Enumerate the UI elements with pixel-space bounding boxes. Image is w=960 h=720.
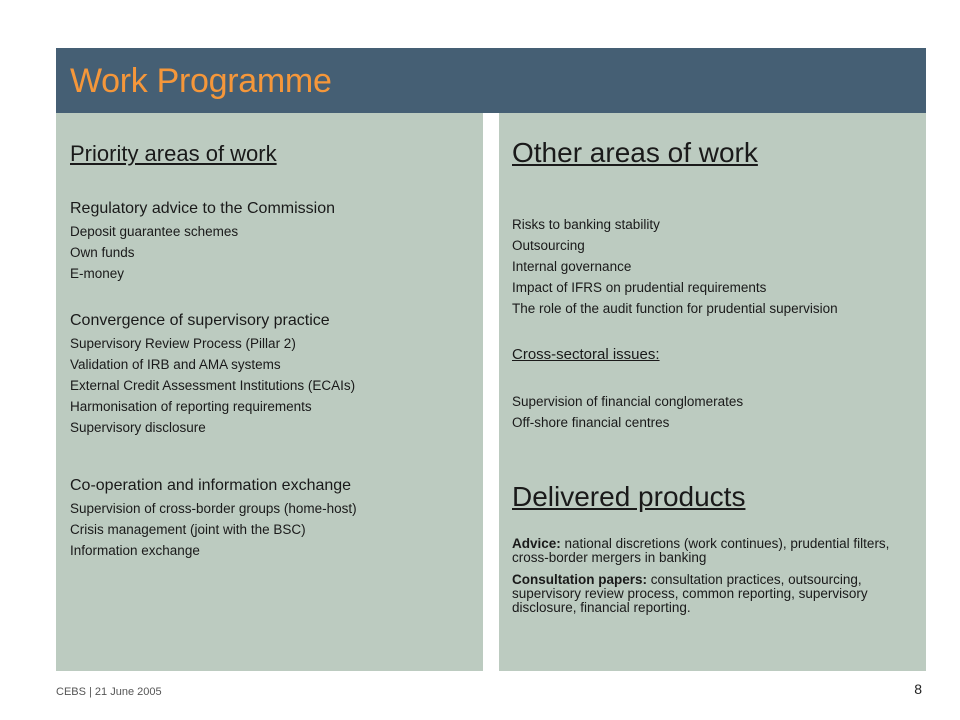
regulatory-list: [70, 221, 238, 284]
page-number: 8: [914, 681, 922, 697]
list-item: External Credit Assessment Institutions (ECAIs): [70, 378, 356, 393]
slide-title: Work Programme: [70, 62, 332, 100]
list-item: Off-shore financial centres: [512, 415, 670, 430]
list-item: Harmonisation of reporting requirements: [70, 399, 312, 414]
list-item: Validation of IRB and AMA systems: [70, 357, 281, 372]
list-item: Impact of IFRS on prudential requirements: [512, 280, 767, 295]
cross-sectoral-heading: Cross-sectoral issues:: [512, 346, 660, 363]
list-item: The role of the audit function for prudential supervision: [512, 301, 838, 316]
list-item: Supervision of cross-border groups (home-host): [70, 501, 357, 516]
cooperation-list: [70, 498, 357, 561]
priority-heading: Priority areas of work: [70, 141, 277, 166]
list-item: Supervisory Review Process (Pillar 2): [70, 336, 296, 351]
right-panel: [499, 113, 926, 671]
cross-sectoral-list: [512, 391, 743, 433]
list-item: Crisis management (joint with the BSC): [70, 522, 306, 537]
list-item: Deposit guarantee schemes: [70, 224, 239, 239]
section-heading-convergence: Convergence of supervisory practice: [70, 312, 330, 329]
section-heading-cooperation: Co-operation and information exchange: [70, 477, 352, 494]
section-heading-regulatory: Regulatory advice to the Commission: [70, 200, 336, 217]
list-item: Internal governance: [512, 259, 632, 274]
title-bar: [56, 48, 926, 113]
other-areas-list: [512, 214, 838, 319]
consultation-text: consultation practices, outsourcing, supervisory review process, common reporting, supervisory disclosure, financial reporting.: [512, 572, 868, 615]
list-item: E-money: [70, 266, 125, 281]
advice-text: national discretions (work continues), prudential filters, cross-border mergers in banking: [512, 536, 890, 565]
list-item: Outsourcing: [512, 238, 585, 253]
list-item: Information exchange: [70, 543, 200, 558]
footer: CEBS | 21 June 2005: [56, 686, 162, 698]
advice-label: Advice:: [512, 536, 561, 551]
consultation-label: Consultation papers:: [512, 572, 648, 587]
list-item: Own funds: [70, 245, 135, 260]
advice-paragraph: [512, 537, 917, 565]
list-item: Risks to banking stability: [512, 217, 660, 232]
delivered-heading: Delivered products: [512, 481, 746, 512]
other-areas-heading: Other areas of work: [512, 137, 758, 168]
consultation-paragraph: [512, 573, 917, 615]
list-item: Supervision of financial conglomerates: [512, 394, 744, 409]
convergence-list: [70, 333, 355, 438]
left-panel: [56, 113, 483, 671]
list-item: Supervisory disclosure: [70, 420, 206, 435]
